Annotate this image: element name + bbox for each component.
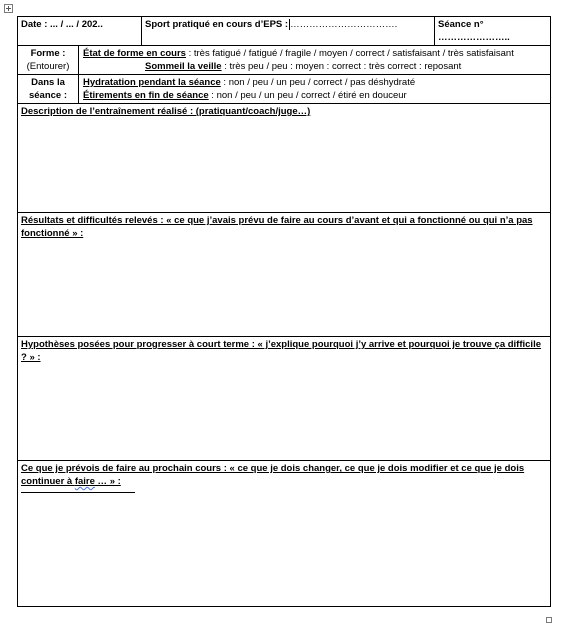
- sport-label: Sport pratiqué en cours d’EPS :: [145, 19, 289, 30]
- forme-label-cell: [18, 46, 79, 75]
- seance-label-cell: [18, 75, 79, 104]
- training-log-table: [17, 16, 551, 607]
- prochain-heading-part2: … » :: [94, 476, 121, 487]
- hydratation-options[interactable]: : non / peu / un peu / correct / pas déshydraté: [220, 77, 416, 88]
- sport-dots: …………………………….: [290, 19, 398, 30]
- etirements-line: [83, 89, 547, 102]
- prochain-cell[interactable]: [18, 461, 551, 607]
- seance-label: Dans la: [31, 77, 65, 88]
- prochain-heading-spellcheck-word: faire: [74, 476, 95, 487]
- header-row: [18, 17, 551, 46]
- resultats-row: [18, 213, 551, 337]
- forme-options-cell[interactable]: [79, 46, 551, 75]
- seance-number-field[interactable]: [435, 17, 551, 46]
- hypotheses-cell[interactable]: [18, 337, 551, 461]
- etirements-options[interactable]: : non / peu / un peu / correct / étiré en douceur: [208, 90, 407, 101]
- etat-line: [83, 47, 547, 60]
- resultats-heading: Résultats et difficultés relevés : « ce que j’avais prévu de faire au cours d’avant et qui a fonctionné ou qui n’a pas fonctionné » :: [21, 215, 533, 239]
- training-log-sheet: [17, 16, 550, 619]
- etat-label: État de forme en cours: [83, 48, 186, 59]
- seance-options-cell[interactable]: [79, 75, 551, 104]
- date-label: Date : ... / ... / 202..: [21, 19, 103, 30]
- sport-field[interactable]: [142, 17, 435, 46]
- hypotheses-row: [18, 337, 551, 461]
- resultats-cell[interactable]: [18, 213, 551, 337]
- description-cell[interactable]: [18, 104, 551, 213]
- etat-options[interactable]: : très fatigué / fatigué / fragile / moyen / correct / satisfaisant / très satisfaisant: [185, 48, 514, 59]
- answer-underline: [21, 489, 135, 493]
- seance-number-label: Séance n° …………………..: [438, 19, 510, 43]
- prochain-heading: [21, 463, 524, 487]
- date-field[interactable]: [18, 17, 142, 46]
- sommeil-label: Sommeil la veille: [145, 61, 222, 72]
- prochain-row: [18, 461, 551, 607]
- sommeil-options[interactable]: : très peu / peu : moyen : correct : très correct : reposant: [221, 61, 462, 72]
- forme-instruction: (Entourer): [26, 61, 70, 72]
- description-heading: Description de l’entraînement réalisé : (pratiquant/coach/juge…): [21, 106, 311, 117]
- forme-row: [18, 46, 551, 75]
- description-row: [18, 104, 551, 213]
- hypotheses-heading: Hypothèses posées pour progresser à court terme : « j’explique pourquoi j’y arrive et pourquoi je trouve ça difficile ? » :: [21, 339, 541, 363]
- forme-label: Forme :: [30, 48, 66, 59]
- hydratation-line: [83, 76, 547, 89]
- table-move-handle-icon[interactable]: [4, 4, 13, 13]
- sommeil-line: [83, 60, 547, 73]
- seance-label-2: séance :: [28, 90, 68, 101]
- prochain-heading-part1: Ce que je prévois de faire au prochain cours : « ce que je dois changer, ce que je dois modifier et ce que je dois continuer à: [21, 463, 525, 487]
- seance-row: [18, 75, 551, 104]
- table-resize-handle-icon[interactable]: [546, 617, 552, 623]
- hydratation-label: Hydratation pendant la séance: [83, 77, 221, 88]
- etirements-label: Étirements en fin de séance: [83, 90, 209, 101]
